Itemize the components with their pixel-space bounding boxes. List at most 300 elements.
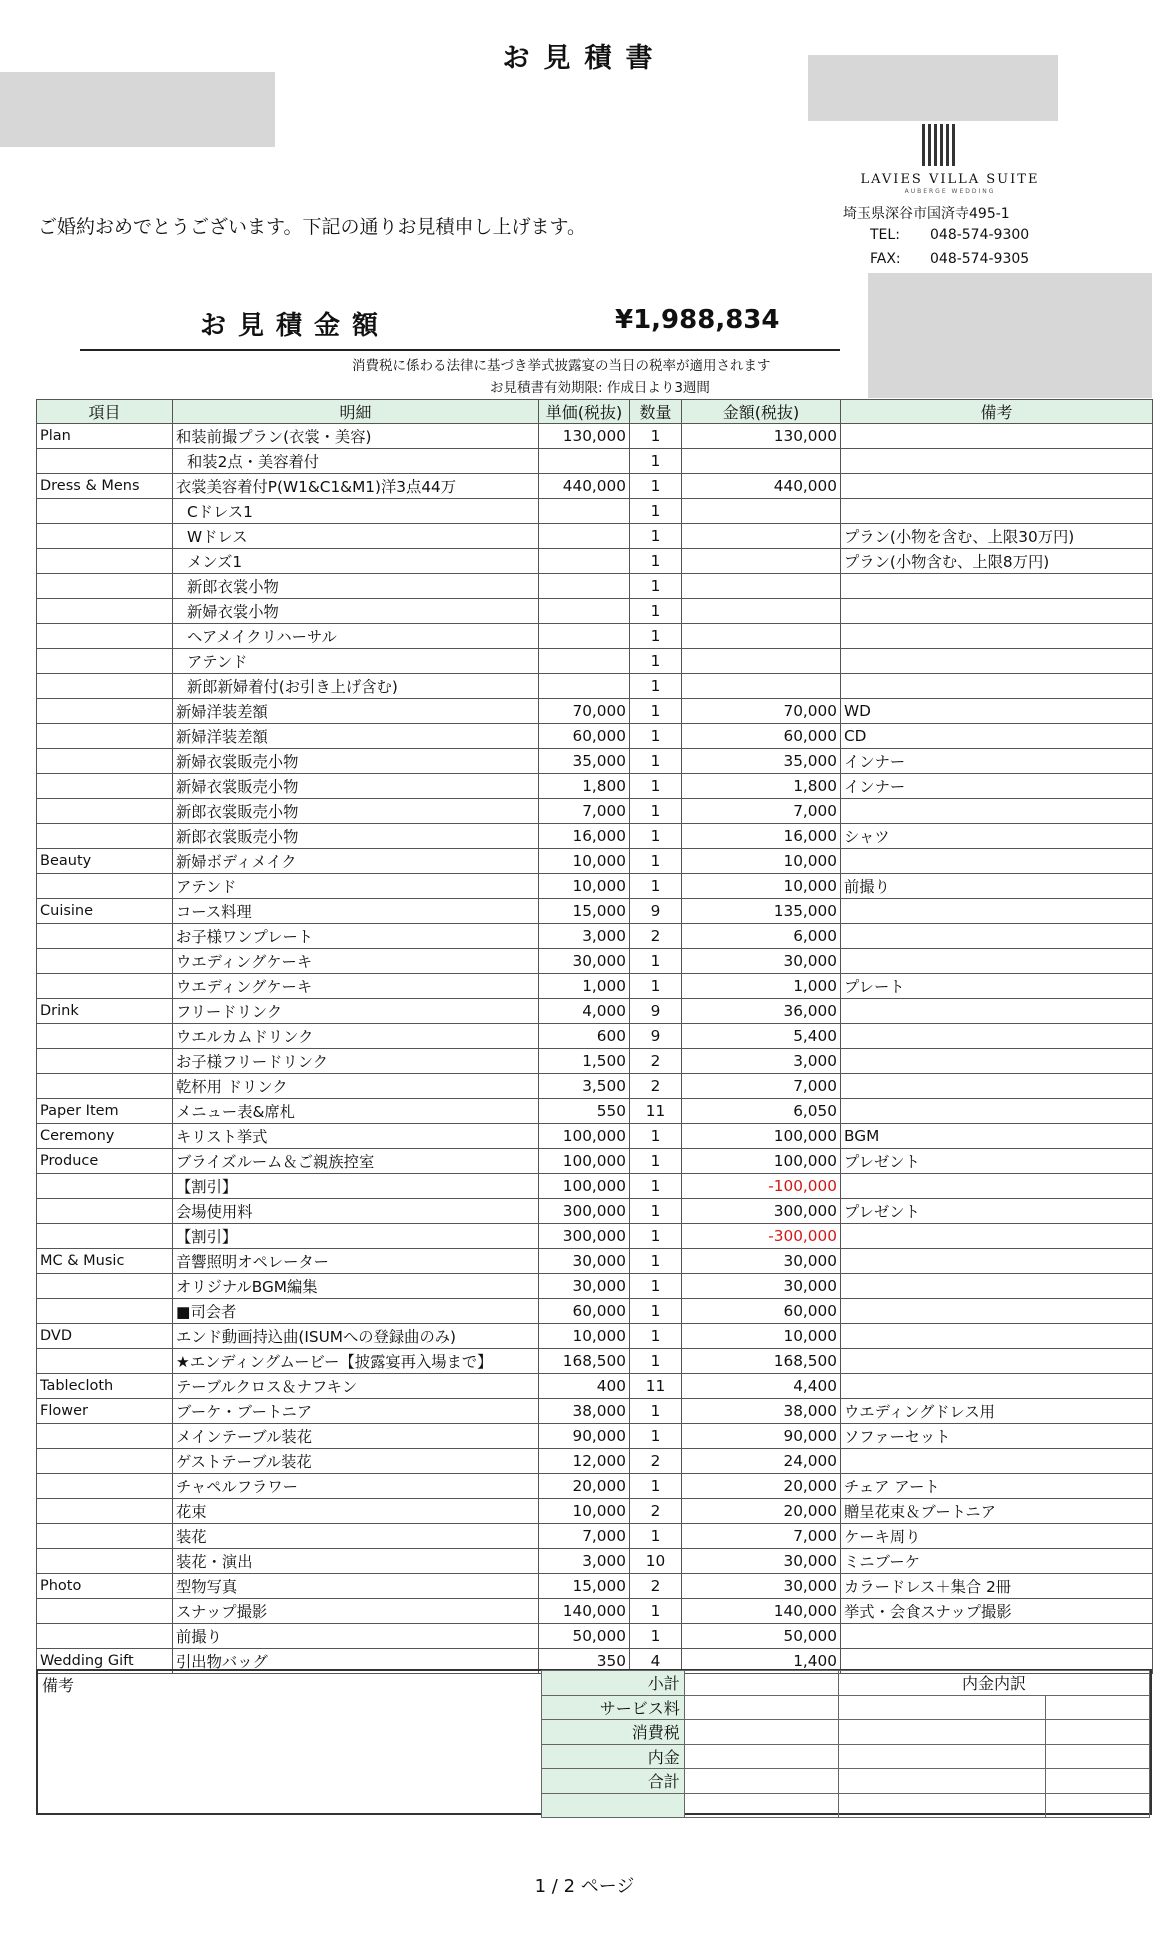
unit-price-cell	[539, 599, 630, 624]
unit-price-cell: 550	[539, 1099, 630, 1124]
amount-cell: -100,000	[682, 1174, 841, 1199]
note-cell	[841, 1624, 1153, 1649]
category-cell	[37, 924, 173, 949]
unit-price-cell: 10,000	[539, 849, 630, 874]
quantity-cell: 1	[630, 599, 682, 624]
note-cell	[841, 1274, 1153, 1299]
table-header	[37, 400, 1153, 424]
item-cell: メインテーブル装花	[173, 1424, 539, 1449]
amount-cell: 4,400	[682, 1374, 841, 1399]
item-cell: コース料理	[173, 899, 539, 924]
amount-cell: 6,000	[682, 924, 841, 949]
quantity-cell: 1	[630, 624, 682, 649]
note-cell	[841, 599, 1153, 624]
table-row	[37, 774, 1153, 799]
amount-cell	[682, 499, 841, 524]
amount-cell: 20,000	[682, 1474, 841, 1499]
note-cell	[841, 1249, 1153, 1274]
amount-cell: 7,000	[682, 799, 841, 824]
amount-cell: 7,000	[682, 1074, 841, 1099]
unit-price-cell: 600	[539, 1024, 630, 1049]
blank-label	[542, 1793, 685, 1818]
page-number: 1 / 2 ページ	[534, 1876, 635, 1897]
amount-cell: 90,000	[682, 1424, 841, 1449]
item-cell: テーブルクロス＆ナフキン	[173, 1374, 539, 1399]
note-cell: インナー	[841, 749, 1153, 774]
table-row	[37, 699, 1153, 724]
table-row	[37, 874, 1153, 899]
note-cell	[841, 624, 1153, 649]
amount-cell: 60,000	[682, 1299, 841, 1324]
table-row	[37, 1099, 1153, 1124]
table-row	[37, 474, 1153, 499]
item-cell: Cドレス1	[173, 499, 539, 524]
unit-price-cell	[539, 499, 630, 524]
unit-price-cell: 30,000	[539, 1274, 630, 1299]
amount-cell: 60,000	[682, 724, 841, 749]
tax-note: 消費税に係わる法律に基づき挙式披露宴の当日の税率が適用されます	[352, 358, 771, 374]
unit-price-cell: 100,000	[539, 1174, 630, 1199]
deposit-breakdown-cell	[1045, 1720, 1149, 1745]
estimate-amount: ¥1,988,834	[615, 305, 780, 335]
table-row	[37, 574, 1153, 599]
quantity-cell: 2	[630, 1049, 682, 1074]
item-cell: ゲストテーブル装花	[173, 1449, 539, 1474]
item-cell: 会場使用料	[173, 1199, 539, 1224]
unit-price-cell: 60,000	[539, 724, 630, 749]
category-cell: Wedding Gift	[37, 1649, 173, 1674]
item-cell: 新郎衣裳販売小物	[173, 824, 539, 849]
table-row	[37, 749, 1153, 774]
item-cell: ヘアメイクリハーサル	[173, 624, 539, 649]
table-row	[37, 1449, 1153, 1474]
deposit-breakdown-cell	[1045, 1793, 1149, 1818]
item-cell: ★エンディングムービー【披露宴再入場まで】	[173, 1349, 539, 1374]
note-cell	[841, 1049, 1153, 1074]
amount-cell: 30,000	[682, 1549, 841, 1574]
category-cell: Tablecloth	[37, 1374, 173, 1399]
quantity-cell: 1	[630, 549, 682, 574]
quantity-cell: 1	[630, 849, 682, 874]
category-cell	[37, 499, 173, 524]
category-cell	[37, 549, 173, 574]
blank-value	[684, 1793, 838, 1818]
note-cell: 前撮り	[841, 874, 1153, 899]
quantity-cell: 2	[630, 1574, 682, 1599]
redacted-block	[868, 273, 1152, 398]
amount-cell: 36,000	[682, 999, 841, 1024]
amount-cell: 3,000	[682, 1049, 841, 1074]
item-cell: エンド動画持込曲(ISUMへの登録曲のみ)	[173, 1324, 539, 1349]
table-row	[37, 1149, 1153, 1174]
remarks-label: 備考	[42, 1676, 75, 1695]
quantity-cell: 4	[630, 1649, 682, 1674]
amount-cell: 50,000	[682, 1624, 841, 1649]
amount-cell: 20,000	[682, 1499, 841, 1524]
note-cell	[841, 999, 1153, 1024]
item-cell: アテンド	[173, 874, 539, 899]
note-cell	[841, 449, 1153, 474]
unit-price-cell	[539, 549, 630, 574]
item-cell: 新婦洋装差額	[173, 724, 539, 749]
note-cell	[841, 1299, 1153, 1324]
table-row	[37, 799, 1153, 824]
item-cell: 衣裳美容着付P(W1&C1&M1)洋3点44万	[173, 474, 539, 499]
quantity-cell: 1	[630, 774, 682, 799]
unit-price-cell: 20,000	[539, 1474, 630, 1499]
note-cell: ミニブーケ	[841, 1549, 1153, 1574]
table-row	[37, 1174, 1153, 1199]
amount-cell	[682, 549, 841, 574]
amount-cell: 130,000	[682, 424, 841, 449]
category-cell	[37, 699, 173, 724]
company-name: LAVIES VILLA SUITE	[860, 172, 1040, 187]
amount-cell: 10,000	[682, 849, 841, 874]
item-cell: ウエディングケーキ	[173, 949, 539, 974]
table-row	[37, 599, 1153, 624]
redacted-block	[808, 55, 1058, 121]
note-cell	[841, 424, 1153, 449]
item-cell: 【割引】	[173, 1224, 539, 1249]
unit-price-cell: 100,000	[539, 1124, 630, 1149]
table-row	[37, 1324, 1153, 1349]
quantity-cell: 1	[630, 1299, 682, 1324]
unit-price-cell: 10,000	[539, 1499, 630, 1524]
estimate-table	[36, 399, 1153, 1674]
unit-price-cell: 15,000	[539, 1574, 630, 1599]
unit-price-cell: 50,000	[539, 1624, 630, 1649]
amount-cell: -300,000	[682, 1224, 841, 1249]
amount-cell: 24,000	[682, 1449, 841, 1474]
quantity-cell: 2	[630, 1449, 682, 1474]
item-cell: 引出物バッグ	[173, 1649, 539, 1674]
category-cell	[37, 1599, 173, 1624]
note-cell	[841, 1374, 1153, 1399]
note-cell	[841, 1074, 1153, 1099]
table-row	[37, 924, 1153, 949]
category-cell	[37, 799, 173, 824]
deposit-breakdown-cell	[839, 1695, 1046, 1720]
validity-note: お見積書有効期限: 作成日より3週間	[490, 380, 710, 396]
unit-price-cell: 7,000	[539, 799, 630, 824]
note-cell	[841, 949, 1153, 974]
item-cell: 新婦ボディメイク	[173, 849, 539, 874]
table-row	[37, 1024, 1153, 1049]
note-cell	[841, 799, 1153, 824]
category-cell	[37, 1024, 173, 1049]
table-row	[37, 824, 1153, 849]
unit-price-cell	[539, 449, 630, 474]
quantity-cell: 1	[630, 1199, 682, 1224]
unit-price-cell: 12,000	[539, 1449, 630, 1474]
amount-cell: 30,000	[682, 1249, 841, 1274]
item-cell: フリードリンク	[173, 999, 539, 1024]
item-cell: 新婦衣裳小物	[173, 599, 539, 624]
quantity-cell: 2	[630, 924, 682, 949]
category-cell	[37, 749, 173, 774]
quantity-cell: 1	[630, 724, 682, 749]
amount-cell: 30,000	[682, 1574, 841, 1599]
column-header: 単価(税抜)	[539, 400, 630, 424]
deposit-breakdown-cell	[1045, 1695, 1149, 1720]
category-cell	[37, 1299, 173, 1324]
quantity-cell: 1	[630, 1174, 682, 1199]
quantity-cell: 1	[630, 1474, 682, 1499]
note-cell: プレート	[841, 974, 1153, 999]
subtotal-value	[684, 1671, 838, 1696]
table-row	[37, 424, 1153, 449]
item-cell: キリスト挙式	[173, 1124, 539, 1149]
note-cell	[841, 1174, 1153, 1199]
quantity-cell: 1	[630, 449, 682, 474]
amount-cell: 135,000	[682, 899, 841, 924]
service-value	[684, 1695, 838, 1720]
unit-price-cell	[539, 524, 630, 549]
redacted-block	[0, 72, 275, 147]
category-cell: Paper Item	[37, 1099, 173, 1124]
service-label: サービス料	[542, 1695, 685, 1720]
note-cell	[841, 649, 1153, 674]
category-cell	[37, 1524, 173, 1549]
table-row	[37, 449, 1153, 474]
category-cell	[37, 449, 173, 474]
unit-price-cell	[539, 674, 630, 699]
unit-price-cell: 300,000	[539, 1199, 630, 1224]
deposit-breakdown-cell	[839, 1744, 1046, 1769]
item-cell: 新婦洋装差額	[173, 699, 539, 724]
category-cell: Flower	[37, 1399, 173, 1424]
quantity-cell: 1	[630, 699, 682, 724]
deposit-breakdown-cell	[1045, 1744, 1149, 1769]
note-cell: 贈呈花束＆ブートニア	[841, 1499, 1153, 1524]
unit-price-cell: 168,500	[539, 1349, 630, 1374]
category-cell	[37, 724, 173, 749]
note-cell	[841, 499, 1153, 524]
table-row	[37, 1624, 1153, 1649]
quantity-cell: 9	[630, 999, 682, 1024]
note-cell: BGM	[841, 1124, 1153, 1149]
category-cell: Produce	[37, 1149, 173, 1174]
table-row	[37, 1299, 1153, 1324]
note-cell: チェア アート	[841, 1474, 1153, 1499]
amount-cell	[682, 574, 841, 599]
quantity-cell: 1	[630, 1274, 682, 1299]
category-cell	[37, 1174, 173, 1199]
note-cell: インナー	[841, 774, 1153, 799]
amount-cell	[682, 674, 841, 699]
table-row	[37, 1549, 1153, 1574]
category-cell	[37, 774, 173, 799]
category-cell: Cuisine	[37, 899, 173, 924]
table-row	[37, 849, 1153, 874]
unit-price-cell: 30,000	[539, 949, 630, 974]
note-cell: プレゼント	[841, 1149, 1153, 1174]
column-header: 数量	[630, 400, 682, 424]
subtotal-label: 小計	[542, 1671, 685, 1696]
category-cell	[37, 974, 173, 999]
table-row	[37, 649, 1153, 674]
note-cell: ソファーセット	[841, 1424, 1153, 1449]
note-cell: ウエディングドレス用	[841, 1399, 1153, 1424]
unit-price-cell: 4,000	[539, 999, 630, 1024]
category-cell	[37, 1474, 173, 1499]
quantity-cell: 1	[630, 1524, 682, 1549]
unit-price-cell: 35,000	[539, 749, 630, 774]
deposit-breakdown-label: 内金内訳	[839, 1671, 1150, 1696]
table-row	[37, 1074, 1153, 1099]
category-cell	[37, 624, 173, 649]
table-row	[37, 1249, 1153, 1274]
table-row	[37, 1374, 1153, 1399]
quantity-cell: 1	[630, 574, 682, 599]
quantity-cell: 11	[630, 1374, 682, 1399]
quantity-cell: 10	[630, 1549, 682, 1574]
table-row	[37, 1524, 1153, 1549]
amount-cell: 1,000	[682, 974, 841, 999]
item-cell: 新郎衣裳販売小物	[173, 799, 539, 824]
quantity-cell: 1	[630, 1124, 682, 1149]
unit-price-cell: 90,000	[539, 1424, 630, 1449]
category-cell	[37, 1074, 173, 1099]
amount-cell: 440,000	[682, 474, 841, 499]
unit-price-cell: 1,000	[539, 974, 630, 999]
table-row	[37, 1424, 1153, 1449]
company-tel: TEL: 048-574-9300	[870, 227, 1030, 243]
category-cell	[37, 1274, 173, 1299]
column-header: 項目	[37, 400, 173, 424]
amount-cell: 168,500	[682, 1349, 841, 1374]
unit-price-cell: 1,800	[539, 774, 630, 799]
deposit-breakdown-cell	[839, 1793, 1046, 1818]
amount-cell: 140,000	[682, 1599, 841, 1624]
unit-price-cell: 15,000	[539, 899, 630, 924]
amount-cell: 10,000	[682, 874, 841, 899]
unit-price-cell: 140,000	[539, 1599, 630, 1624]
amount-cell: 100,000	[682, 1149, 841, 1174]
unit-price-cell: 70,000	[539, 699, 630, 724]
item-cell: 装花	[173, 1524, 539, 1549]
item-cell: 型物写真	[173, 1574, 539, 1599]
amount-cell: 30,000	[682, 949, 841, 974]
quantity-cell: 1	[630, 974, 682, 999]
quantity-cell: 1	[630, 649, 682, 674]
item-cell: メニュー表&席札	[173, 1099, 539, 1124]
category-cell	[37, 649, 173, 674]
table-row	[37, 949, 1153, 974]
item-cell: ウエルカムドリンク	[173, 1024, 539, 1049]
table-row	[37, 499, 1153, 524]
quantity-cell: 9	[630, 899, 682, 924]
table-row	[37, 1474, 1153, 1499]
unit-price-cell: 7,000	[539, 1524, 630, 1549]
note-cell: ケーキ周り	[841, 1524, 1153, 1549]
deposit-value	[684, 1744, 838, 1769]
table-row	[37, 1574, 1153, 1599]
note-cell: プレゼント	[841, 1199, 1153, 1224]
quantity-cell: 1	[630, 474, 682, 499]
table-row	[37, 899, 1153, 924]
item-cell: 花束	[173, 1499, 539, 1524]
note-cell	[841, 924, 1153, 949]
amount-cell: 1,400	[682, 1649, 841, 1674]
quantity-cell: 1	[630, 1424, 682, 1449]
category-cell	[37, 574, 173, 599]
document-title: お見積書	[502, 43, 667, 74]
table-row	[37, 549, 1153, 574]
category-cell: Beauty	[37, 849, 173, 874]
quantity-cell: 1	[630, 799, 682, 824]
amount-cell: 16,000	[682, 824, 841, 849]
item-cell: 装花・演出	[173, 1549, 539, 1574]
quantity-cell: 1	[630, 949, 682, 974]
table-row	[37, 524, 1153, 549]
note-cell: プラン(小物を含む、上限30万円)	[841, 524, 1153, 549]
table-row	[37, 674, 1153, 699]
item-cell: オリジナルBGM編集	[173, 1274, 539, 1299]
quantity-cell: 1	[630, 749, 682, 774]
amount-cell: 35,000	[682, 749, 841, 774]
tax-value	[684, 1720, 838, 1745]
quantity-cell: 1	[630, 424, 682, 449]
amount-cell	[682, 599, 841, 624]
greeting-text: ご婚約おめでとうございます。下記の通りお見積申し上げます。	[38, 216, 586, 238]
amount-cell	[682, 449, 841, 474]
item-cell: チャペルフラワー	[173, 1474, 539, 1499]
deposit-breakdown-cell	[839, 1769, 1046, 1794]
table-row	[37, 1399, 1153, 1424]
table-row	[37, 974, 1153, 999]
unit-price-cell: 400	[539, 1374, 630, 1399]
quantity-cell: 2	[630, 1499, 682, 1524]
unit-price-cell: 16,000	[539, 824, 630, 849]
note-cell: プラン(小物含む、上限8万円)	[841, 549, 1153, 574]
quantity-cell: 1	[630, 1149, 682, 1174]
item-cell: 【割引】	[173, 1174, 539, 1199]
amount-cell: 38,000	[682, 1399, 841, 1424]
category-cell: DVD	[37, 1324, 173, 1349]
quantity-cell: 1	[630, 1249, 682, 1274]
category-cell	[37, 1449, 173, 1474]
quantity-cell: 1	[630, 674, 682, 699]
note-cell: WD	[841, 699, 1153, 724]
total-label: 合計	[542, 1769, 685, 1794]
table-row	[37, 1599, 1153, 1624]
unit-price-cell: 3,500	[539, 1074, 630, 1099]
total-value	[684, 1769, 838, 1794]
table-row	[37, 1049, 1153, 1074]
note-cell	[841, 849, 1153, 874]
amount-cell	[682, 649, 841, 674]
unit-price-cell	[539, 574, 630, 599]
note-cell	[841, 1099, 1153, 1124]
estimate-label: お見積金額	[200, 311, 391, 341]
table-row	[37, 724, 1153, 749]
amount-cell: 100,000	[682, 1124, 841, 1149]
deposit-breakdown-cell	[1045, 1769, 1149, 1794]
deposit-label: 内金	[542, 1744, 685, 1769]
note-cell	[841, 1024, 1153, 1049]
item-cell: 新郎新婦着付(お引き上げ含む)	[173, 674, 539, 699]
estimate-underline	[80, 349, 840, 351]
note-cell	[841, 474, 1153, 499]
quantity-cell: 9	[630, 1024, 682, 1049]
unit-price-cell: 38,000	[539, 1399, 630, 1424]
unit-price-cell: 10,000	[539, 874, 630, 899]
category-cell: Drink	[37, 999, 173, 1024]
category-cell	[37, 1199, 173, 1224]
category-cell: MC & Music	[37, 1249, 173, 1274]
tax-label: 消費税	[542, 1720, 685, 1745]
